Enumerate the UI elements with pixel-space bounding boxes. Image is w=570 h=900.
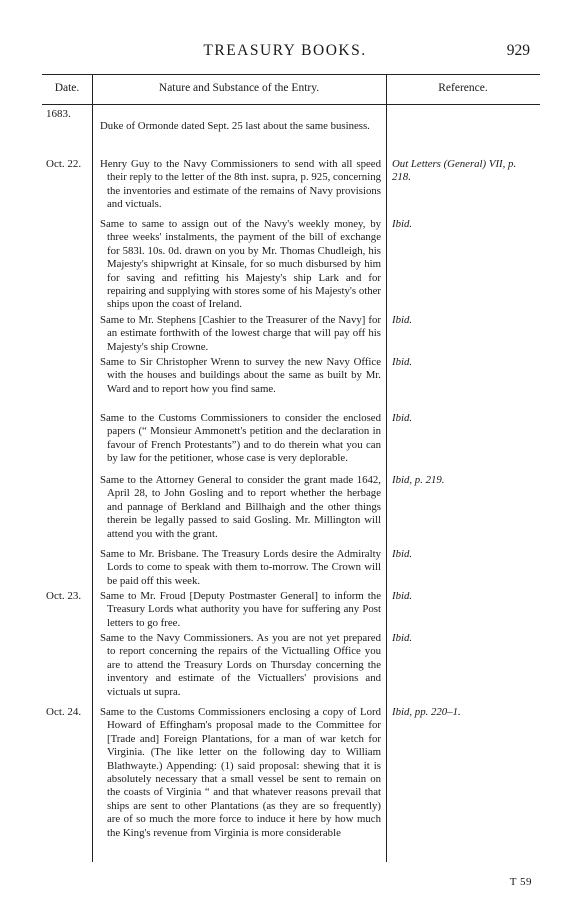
column-header-date: Date. bbox=[54, 82, 80, 94]
signature-mark: T 59 bbox=[509, 876, 532, 888]
running-head-title: TREASURY BOOKS. bbox=[203, 42, 367, 59]
entry-text: Same to the Attorney General to consider the grant made 1642, April 28, to John Gosling and to report whether the herbage and pannage of Berkland and Billhaigh and the other things therein be legally passed to said Gosling. Mr. Millington will attend you with the grant. bbox=[100, 474, 381, 540]
entry-reference: Ibid. bbox=[392, 412, 413, 424]
entry-text: Same to the Customs Commissioners to consider the enclosed papers (“ Monsieur Ammonett's petition and the declaration in favour of French Protestants”) and to do therein what you can by law for the petitioner, whose case is very deplorable. bbox=[100, 412, 381, 465]
entry-text: Same to Mr. Froud [Deputy Postmaster General] to inform the Treasury Lords what authority you have for suffering any Post letters to go free. bbox=[100, 590, 381, 629]
entry-date: 1683. bbox=[46, 108, 71, 120]
entry-text: Same to Mr. Brisbane. The Treasury Lords desire the Admiralty Lords to come to speak with them to-morrow. The Crown will be paid off this week. bbox=[100, 548, 381, 587]
entry-text: Same to Mr. Stephens [Cashier to the Treasurer of the Navy] for an estimate forthwith of the lowest charge that will pay off his Majesty's ship Crowne. bbox=[100, 314, 381, 353]
entry-reference: Ibid. bbox=[392, 632, 413, 644]
entry-text: Henry Guy to the Navy Commissioners to send with all speed their reply to the letter of the 8th inst. supra, p. 925, concerning the inventories and estimate of the remains of Navy provisions and victuals. bbox=[100, 158, 381, 211]
entry-text: Same to the Navy Commissioners. As you are not yet prepared to report concerning the repairs of the Victualling Office you are to attend the Treasury Lords on Thursday concerning the inventory and estimate of the Victuallers' provisions and victuals ut supra. bbox=[100, 632, 381, 698]
column-divider-date bbox=[92, 74, 93, 862]
entry-date: Oct. 24. bbox=[46, 706, 82, 718]
table-top-rule bbox=[42, 74, 540, 75]
entry-reference: Ibid, p. 219. bbox=[392, 474, 445, 486]
entry-text: Duke of Ormonde dated Sept. 25 last about the same business. bbox=[100, 120, 370, 132]
entry-reference: Ibid. bbox=[392, 590, 413, 602]
column-header-nature: Nature and Substance of the Entry. bbox=[158, 82, 320, 94]
entry-reference: Ibid. bbox=[392, 218, 413, 230]
entry-date: Oct. 23. bbox=[46, 590, 82, 602]
entry-reference: Out Letters (General) VII, p. 218. bbox=[392, 158, 517, 184]
page-number: 929 bbox=[506, 42, 530, 59]
column-header-reference: Reference. bbox=[438, 82, 488, 94]
entry-text: Same to Sir Christopher Wrenn to survey the new Navy Office with the houses and buildings about the same as built by Mr. Ward and to report how you find same. bbox=[100, 356, 381, 395]
entry-reference: Ibid. bbox=[392, 356, 413, 368]
entry-reference: Ibid. bbox=[392, 548, 413, 560]
entry-text: Same to the Customs Commissioners enclosing a copy of Lord Howard of Effingham's proposal made to the Committee for [Trade and] Foreign Plantations, for a man of war ketch for Virginia. (The like letter on the following day to William Blathwayte.) Appending: (1) said proposal: shewing that it is absolutely necessary that a small vessel be sent to remain on the coasts of Virginia “ and that whatever reasons prevail that ships are sent to other Plantations (as they are so frequently) are of so much the more force to induce it here by how much the King's revenue from Virginia is more considerable bbox=[100, 706, 381, 839]
entry-text: Same to same to assign out of the Navy's weekly money, by three weeks' instalments, the payment of the bill of exchange for 583l. 10s. 0d. drawn on you by Mr. Thomas Chudleigh, his Majesty's shipwright at Kinsale, for so much disbursed by him for saving and refitting his Majesty's ship Lark and for repairing and supplying with stores some of his Majesty's other ships upon the coast of Ireland. bbox=[100, 218, 381, 311]
entry-reference: Ibid, pp. 220–1. bbox=[392, 706, 461, 718]
entry-reference: Ibid. bbox=[392, 314, 413, 326]
entry-date: Oct. 22. bbox=[46, 158, 82, 170]
table-header-rule bbox=[42, 104, 540, 105]
column-divider-reference bbox=[386, 74, 387, 862]
entry-table bbox=[42, 74, 540, 862]
